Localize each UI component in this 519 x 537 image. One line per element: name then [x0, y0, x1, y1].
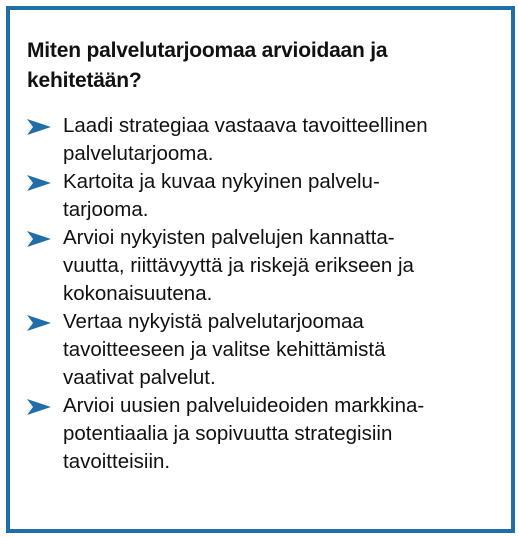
list-item-text: palvelutarjooma. [63, 142, 214, 165]
bullet-list [27, 112, 487, 476]
list-item-text: tavoitteisiin. [63, 450, 171, 473]
list-item-text: Vertaa nykyistä palvelutarjoomaa [63, 310, 364, 333]
list-item-text: Arvioi nykyisten palvelujen kannatta- [63, 226, 395, 249]
list-item [27, 112, 487, 168]
list-item-text: potentiaalia ja sopivuutta strategisiin [63, 422, 393, 445]
arrow-bullet-icon [27, 315, 51, 331]
arrow-bullet-icon [27, 399, 51, 415]
list-item-text: kokonaisuutena. [63, 282, 213, 305]
list-item-text: Kartoita ja kuvaa nykyinen palvelu- [63, 170, 380, 193]
arrow-bullet-icon [27, 231, 51, 247]
list-item-text: tavoitteeseen ja valitse kehittämistä [63, 338, 386, 361]
list-item-text: vuutta, riittävyyttä ja riskejä erikseen ja [63, 254, 414, 277]
list-item [27, 392, 487, 476]
list-item [27, 224, 487, 308]
list-item-text: Arvioi uusien palveluideoiden markkina- [63, 394, 425, 417]
box-title-line-1: Miten palvelutarjoomaa arvioidaan ja [27, 39, 388, 62]
list-item [27, 308, 487, 392]
list-item-text: Laadi strategiaa vastaava tavoitteellinen [63, 114, 428, 137]
list-item-text: tarjooma. [63, 198, 149, 221]
arrow-bullet-icon [27, 175, 51, 191]
box-title [27, 36, 477, 96]
list-item [27, 168, 487, 224]
box-title-line-2: kehitetään? [27, 69, 142, 92]
list-item-text: vaativat palvelut. [63, 366, 216, 389]
arrow-bullet-icon [27, 119, 51, 135]
